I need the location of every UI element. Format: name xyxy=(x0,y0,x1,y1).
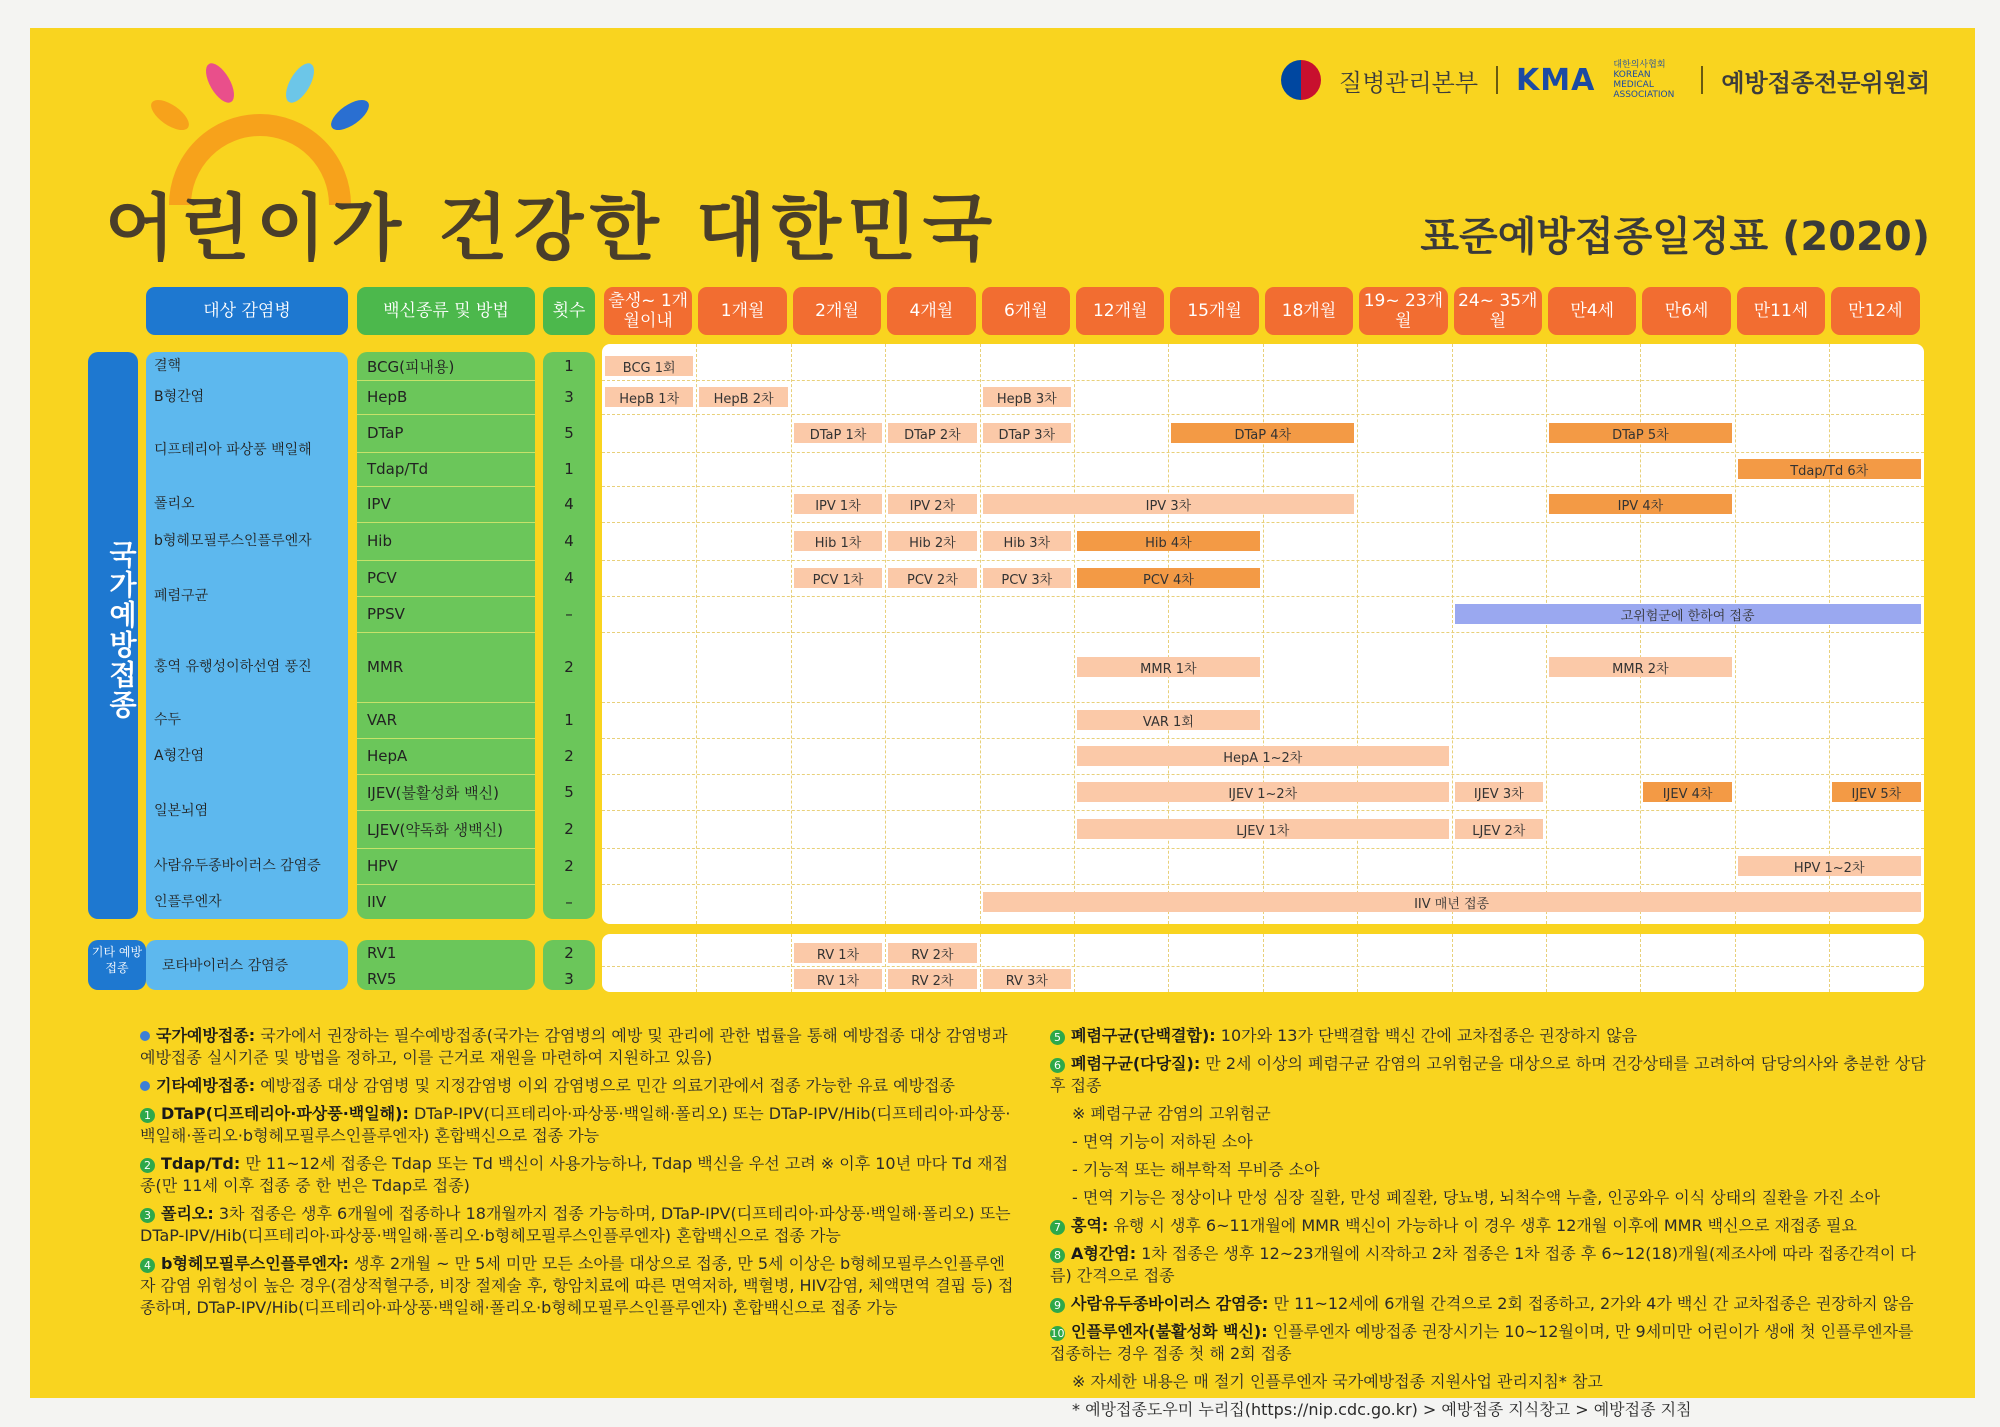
grid-column-line xyxy=(1452,934,1453,992)
doses-cell: 2 xyxy=(564,820,574,838)
bullet-icon xyxy=(140,1081,150,1091)
grid-row-line xyxy=(602,380,1924,381)
note-text: ※ 자세한 내용은 매 절기 인플루엔자 국가예방접종 지원사업 관리지침* 참고 xyxy=(1072,1372,1603,1391)
doses-cell: – xyxy=(565,893,573,911)
note-heading: Tdap/Td: xyxy=(161,1154,241,1173)
doses-cell: – xyxy=(565,605,573,623)
grid-column-line xyxy=(1640,934,1641,992)
schedule-bar: HepB 2차 xyxy=(699,387,787,407)
note-item xyxy=(1050,1371,1930,1393)
note-number: 2 xyxy=(140,1158,155,1173)
grid-row-line xyxy=(602,884,1924,885)
note-number: 1 xyxy=(140,1108,155,1123)
grid-column-line xyxy=(980,344,981,924)
main-title: 어린이가 건강한 대한민국 xyxy=(105,186,999,270)
schedule-title: 표준예방접종일정표 (2020) xyxy=(1420,214,1930,260)
grid-column-line xyxy=(1168,934,1169,992)
note-item xyxy=(1050,1187,1930,1209)
disease-cell: 홍역 유행성이하선염 풍진 xyxy=(154,658,312,675)
note-text: 만 11~12세에 6개월 간격으로 2회 접종하고, 2가와 4가 백신 간 교차접종은 권장하지 않음 xyxy=(1268,1294,1914,1313)
schedule-bar: PCV 2차 xyxy=(888,568,976,588)
grid-column-line xyxy=(1829,344,1830,924)
divider xyxy=(1701,66,1703,94)
note-text: 생후 2개월 ~ 만 5세 미만 모든 소아를 대상으로 접종, 만 5세 이상은 b형헤모필루스인플루엔자 감염 위험성이 높은 경우(겸상적혈구증, 비장 절제술 후, 항암치료에 따른 면역저하, 백혈병, HIV감염, 체액면역 결핍 등) 접종하며, DTaP-IPV/Hib(디프테리아·파상풍·백일해·폴리오·b형헤모필루스인플루엔자) 혼합백신으로 접종 가능 xyxy=(140,1254,1014,1317)
note-text: 만 11~12세 접종은 Tdap 또는 Td 백신이 사용가능하나, Tdap 백신을 우선 고려 ※ 이후 10년 마다 Td 재접종(만 11세 이후 접종 중 한 번은 Tdap로 접종) xyxy=(140,1154,1009,1195)
doses-cell: 4 xyxy=(564,495,574,513)
schedule-bar: DTaP 1차 xyxy=(794,423,882,443)
row-separator xyxy=(357,380,535,381)
schedule-bar: IPV 2차 xyxy=(888,494,976,514)
disease-cell: 폐렴구균 xyxy=(154,587,209,604)
logo-area xyxy=(1281,55,1930,105)
note-item xyxy=(140,1025,1020,1069)
grid-row-line xyxy=(602,702,1924,703)
doses-cell: 5 xyxy=(564,424,574,442)
schedule-bar: MMR 2차 xyxy=(1549,657,1732,677)
grid-column-line xyxy=(1546,934,1547,992)
grid-column-line xyxy=(1546,344,1547,924)
row-separator xyxy=(357,452,535,453)
grid-column-line xyxy=(1452,344,1453,924)
grid-column-line xyxy=(1829,934,1830,992)
schedule-bar: LJEV 1차 xyxy=(1077,819,1449,839)
note-heading: 폐렴구균(단백결합): xyxy=(1071,1026,1216,1045)
disease-cell: 일본뇌염 xyxy=(154,802,209,819)
header-doses: 횟수 xyxy=(543,287,595,335)
schedule-bar: Hib 4차 xyxy=(1077,531,1260,551)
grid-column-line xyxy=(885,344,886,924)
header-age: 19~ 23개월 xyxy=(1359,287,1447,335)
vaccine-cell: IJEV(불활성화 백신) xyxy=(367,783,499,802)
note-text: 예방접종 대상 감염병 및 지정감염병 이외 감염병으로 민간 의료기관에서 접종 가능한 유료 예방접종 xyxy=(255,1076,955,1095)
kma-logo: KMA xyxy=(1516,62,1596,98)
note-heading: DTaP(디프테리아·파상풍·백일해): xyxy=(161,1104,409,1123)
note-item xyxy=(1050,1293,1930,1315)
schedule-bar: 고위험군에 한하여 접종 xyxy=(1455,604,1921,624)
header-age: 2개월 xyxy=(793,287,881,335)
note-text: 만 2세 이상의 폐렴구균 감염의 고위험군을 대상으로 하며 건강상태를 고려하여 담당의사와 충분한 상담 후 접종 xyxy=(1050,1054,1926,1095)
row-separator xyxy=(357,702,535,703)
header-age: 만4세 xyxy=(1548,287,1636,335)
disease-cell: 사람유두종바이러스 감염증 xyxy=(154,857,321,874)
grid-row-line xyxy=(602,810,1924,811)
grid-row-line xyxy=(602,596,1924,597)
row-separator xyxy=(357,884,535,885)
grid-column-line xyxy=(791,344,792,924)
kma-subtitle: 대한의사협회 KOREAN MEDICAL ASSOCIATION xyxy=(1613,60,1675,100)
disease-cell: 수두 xyxy=(154,711,182,728)
note-heading: 기타예방접종: xyxy=(156,1076,256,1095)
row-separator xyxy=(357,596,535,597)
note-number: 5 xyxy=(1050,1030,1065,1045)
header-age: 15개월 xyxy=(1170,287,1258,335)
grid-row-line xyxy=(602,560,1924,561)
doses-cell: 1 xyxy=(564,460,574,478)
vaccine-cell: IIV xyxy=(367,893,387,911)
note-item xyxy=(140,1103,1020,1147)
note-heading: 홍역: xyxy=(1071,1216,1109,1235)
vaccine-cell: BCG(피내용) xyxy=(367,357,455,376)
note-item xyxy=(140,1203,1020,1247)
row-separator xyxy=(357,486,535,487)
note-text: 3차 접종은 생후 6개월에 접종하나 18개월까지 접종 가능하며, DTaP-IPV(디프테리아·파상풍·백일해·폴리오) 또는 DTaP-IPV/Hib(디프테리아·파상풍·백일해·폴리오·b형헤모필루스인플루엔자) 혼합백신으로 접종 가능 xyxy=(140,1204,1011,1245)
note-heading: 인플루엔자(불활성화 백신): xyxy=(1071,1322,1268,1341)
notes-right xyxy=(1050,1025,1930,1427)
vaccine-cell: PPSV xyxy=(367,605,405,623)
note-text: - 면역 기능은 정상이나 만성 심장 질환, 만성 폐질환, 당뇨병, 뇌척수액 누출, 인공와우 이식 상태의 질환을 가진 소아 xyxy=(1072,1188,1881,1207)
note-number: 10 xyxy=(1050,1327,1065,1340)
schedule-bar: LJEV 2차 xyxy=(1455,819,1543,839)
vaccine-cell: RV5 xyxy=(367,970,397,988)
note-item xyxy=(140,1075,1020,1097)
note-item xyxy=(1050,1103,1930,1125)
note-text: * 예방접종도우미 누리집(https://nip.cdc.go.kr) > 예방접종 지식창고 > 예방접종 지침 xyxy=(1072,1400,1692,1419)
grid-row-line xyxy=(602,848,1924,849)
doses-cell: 5 xyxy=(564,783,574,801)
bullet-icon xyxy=(140,1031,150,1041)
schedule-bar: HepB 1차 xyxy=(605,387,693,407)
grid-row-line xyxy=(602,632,1924,633)
schedule-bar: IJEV 4차 xyxy=(1643,782,1731,802)
header-age: 4개월 xyxy=(887,287,975,335)
note-text: ※ 폐렴구균 감염의 고위험군 xyxy=(1072,1104,1271,1123)
row-separator xyxy=(357,560,535,561)
disease-cell: A형간염 xyxy=(154,747,205,764)
header-age: 6개월 xyxy=(982,287,1070,335)
doses-cell: 1 xyxy=(564,711,574,729)
schedule-bar: Tdap/Td 6차 xyxy=(1738,459,1921,479)
grid-column-line xyxy=(885,934,886,992)
vaccine-cell: HepB xyxy=(367,388,408,406)
notes-left xyxy=(140,1025,1020,1325)
header-vaccine: 백신종류 및 방법 xyxy=(357,287,535,335)
schedule-bar: HPV 1~2차 xyxy=(1738,856,1921,876)
note-text: 10가와 13가 단백결합 백신 간에 교차접종은 권장하지 않음 xyxy=(1215,1026,1638,1045)
note-item xyxy=(140,1153,1020,1197)
row-separator xyxy=(357,632,535,633)
schedule-bar: MMR 1차 xyxy=(1077,657,1260,677)
note-number: 3 xyxy=(140,1208,155,1223)
header-age: 출생~ 1개월이내 xyxy=(604,287,692,335)
committee-name: 예방접종전문위원회 xyxy=(1721,68,1930,97)
grid-column-line xyxy=(696,934,697,992)
grid-column-line xyxy=(1074,344,1075,924)
kdca-name: 질병관리본부 xyxy=(1338,68,1479,97)
schedule-bar: DTaP 3차 xyxy=(983,423,1071,443)
schedule-bar: PCV 1차 xyxy=(794,568,882,588)
schedule-bar: RV 1차 xyxy=(794,943,882,963)
note-item xyxy=(1050,1215,1930,1237)
note-heading: 사람유두종바이러스 감염증: xyxy=(1071,1294,1269,1313)
schedule-bar: Hib 1차 xyxy=(794,531,882,551)
vaccine-cell: Tdap/Td xyxy=(367,460,429,478)
vaccine-cell: MMR xyxy=(367,658,404,676)
disease-cell: 디프테리아 파상풍 백일해 xyxy=(154,441,312,458)
schedule-bar: IPV 3차 xyxy=(983,494,1355,514)
note-heading: b형헤모필루스인플루엔자: xyxy=(161,1254,349,1273)
vaccine-cell: DTaP xyxy=(367,424,404,442)
row-separator xyxy=(357,848,535,849)
disease-cell: 결핵 xyxy=(154,357,182,374)
schedule-bar: BCG 1회 xyxy=(605,356,693,376)
header-age: 만12세 xyxy=(1831,287,1919,335)
doses-cell: 2 xyxy=(564,658,574,676)
note-item xyxy=(1050,1159,1930,1181)
header-disease: 대상 감염병 xyxy=(146,287,348,335)
note-text: 인플루엔자 예방접종 권장시기는 10~12월이며, 만 9세미만 어린이가 생애 첫 인플루엔자를 접종하는 경우 접종 첫 해 2회 접종 xyxy=(1050,1322,1914,1363)
note-item xyxy=(1050,1321,1930,1365)
doses-cell: 4 xyxy=(564,569,574,587)
doses-cell: 2 xyxy=(564,747,574,765)
note-number: 8 xyxy=(1050,1248,1065,1263)
schedule-bar: RV 3차 xyxy=(983,969,1071,989)
other-section-label: 기타 예방접종 xyxy=(91,945,143,975)
grid-column-line xyxy=(1357,934,1358,992)
note-item xyxy=(1050,1053,1930,1097)
schedule-bar: PCV 4차 xyxy=(1077,568,1260,588)
schedule-bar: RV 1차 xyxy=(794,969,882,989)
schedule-bar: IJEV 5차 xyxy=(1832,782,1920,802)
schedule-bar: RV 2차 xyxy=(888,943,976,963)
schedule-bar: IJEV 3차 xyxy=(1455,782,1543,802)
row-separator xyxy=(357,414,535,415)
vaccine-cell: HepA xyxy=(367,747,408,765)
header-age: 만11세 xyxy=(1737,287,1825,335)
doses-cell: 1 xyxy=(564,357,574,375)
vaccine-cell: Hib xyxy=(367,532,392,550)
doses-cell: 4 xyxy=(564,532,574,550)
grid-column-line xyxy=(696,344,697,924)
grid-column-line xyxy=(1735,344,1736,924)
schedule-bar: HepA 1~2차 xyxy=(1077,746,1449,766)
schedule-bar: IPV 4차 xyxy=(1549,494,1732,514)
grid-row-line xyxy=(602,738,1924,739)
schedule-bar: RV 2차 xyxy=(888,969,976,989)
note-item xyxy=(1050,1025,1930,1047)
note-text: 국가에서 권장하는 필수예방접종(국가는 감염병의 예방 및 관리에 관한 법률을 통해 예방접종 대상 감염병과 예방접종 실시기준 및 방법을 정하고, 이를 근거로 재원을 마련하여 지원하고 있음) xyxy=(140,1026,1008,1067)
note-heading: 폐렴구균(다당질): xyxy=(1071,1054,1201,1073)
grid-column-line xyxy=(791,934,792,992)
grid-row-line xyxy=(602,414,1924,415)
disease-cell: 로타바이러스 감염증 xyxy=(162,957,289,974)
note-item xyxy=(1050,1131,1930,1153)
note-number: 9 xyxy=(1050,1298,1065,1313)
note-item xyxy=(1050,1243,1930,1287)
grid-row-line xyxy=(602,452,1924,453)
row-separator xyxy=(357,522,535,523)
doses-cell: 3 xyxy=(564,388,574,406)
schedule-bar: DTaP 5차 xyxy=(1549,423,1732,443)
schedule-bar: VAR 1회 xyxy=(1077,710,1260,730)
doses-cell: 2 xyxy=(564,857,574,875)
header-age: 24~ 35개월 xyxy=(1454,287,1542,335)
note-text: 1차 접종은 생후 12~23개월에 시작하고 2차 접종은 1차 접종 후 6~12(18)개월(제조사에 따라 접종간격이 다름) 간격으로 접종 xyxy=(1050,1244,1917,1285)
grid-column-line xyxy=(1263,934,1264,992)
schedule-bar: DTaP 4차 xyxy=(1171,423,1354,443)
note-number: 4 xyxy=(140,1258,155,1273)
header-age: 만6세 xyxy=(1642,287,1730,335)
vaccine-cell: VAR xyxy=(367,711,397,729)
note-item xyxy=(140,1253,1020,1319)
grid-row-line xyxy=(602,966,1924,967)
row-separator xyxy=(357,774,535,775)
header-age: 18개월 xyxy=(1265,287,1353,335)
note-heading: 폴리오: xyxy=(161,1204,214,1223)
national-section-label: 국가예방접종 xyxy=(105,540,138,720)
schedule-bar: DTaP 2차 xyxy=(888,423,976,443)
disease-cell: 인플루엔자 xyxy=(154,893,222,910)
note-item xyxy=(1050,1399,1930,1421)
grid-column-line xyxy=(1735,934,1736,992)
note-text: DTaP-IPV(디프테리아·파상풍·백일해·폴리오) 또는 DTaP-IPV/Hib(디프테리아·파상풍·백일해·폴리오·b형헤모필루스인플루엔자) 혼합백신으로 접종 가능 xyxy=(140,1104,1011,1145)
note-text: - 면역 기능이 저하된 소아 xyxy=(1072,1132,1253,1151)
note-number: 6 xyxy=(1050,1058,1065,1073)
schedule-bar: IJEV 1~2차 xyxy=(1077,782,1449,802)
disease-cell: 폴리오 xyxy=(154,495,195,512)
row-separator xyxy=(357,738,535,739)
disease-cell: b형헤모필루스인플루엔자 xyxy=(154,532,312,549)
doses-cell: 3 xyxy=(564,970,574,988)
divider xyxy=(1496,66,1498,94)
note-heading: 국가예방접종: xyxy=(156,1026,256,1045)
schedule-bar: PCV 3차 xyxy=(983,568,1071,588)
header-age: 1개월 xyxy=(698,287,786,335)
doses-cell: 2 xyxy=(564,944,574,962)
grid-column-line xyxy=(980,934,981,992)
schedule-bar: HepB 3차 xyxy=(983,387,1071,407)
schedule-bar: Hib 2차 xyxy=(888,531,976,551)
schedule-bar: IPV 1차 xyxy=(794,494,882,514)
note-heading: A형간염: xyxy=(1071,1244,1137,1263)
vaccine-cell: HPV xyxy=(367,857,398,875)
vaccine-cell: IPV xyxy=(367,495,391,513)
note-number: 7 xyxy=(1050,1220,1065,1235)
disease-cell: B형간염 xyxy=(154,388,205,405)
row-separator xyxy=(357,810,535,811)
header-age: 12개월 xyxy=(1076,287,1164,335)
grid-row-line xyxy=(602,522,1924,523)
schedule-bar: Hib 3차 xyxy=(983,531,1071,551)
vaccine-cell: RV1 xyxy=(367,944,397,962)
grid-column-line xyxy=(1074,934,1075,992)
note-text: - 기능적 또는 해부학적 무비증 소아 xyxy=(1072,1160,1320,1179)
grid-row-line xyxy=(602,486,1924,487)
vaccine-cell: LJEV(약독화 생백신) xyxy=(367,820,503,839)
note-text: 유행 시 생후 6~11개월에 MMR 백신이 가능하나 이 경우 생후 12개월 이후에 MMR 백신으로 재접종 필요 xyxy=(1108,1216,1857,1235)
schedule-bar: IIV 매년 접종 xyxy=(983,892,1921,912)
vaccine-cell: PCV xyxy=(367,569,397,587)
grid-row-line xyxy=(602,774,1924,775)
kdca-logo-icon xyxy=(1281,60,1321,100)
